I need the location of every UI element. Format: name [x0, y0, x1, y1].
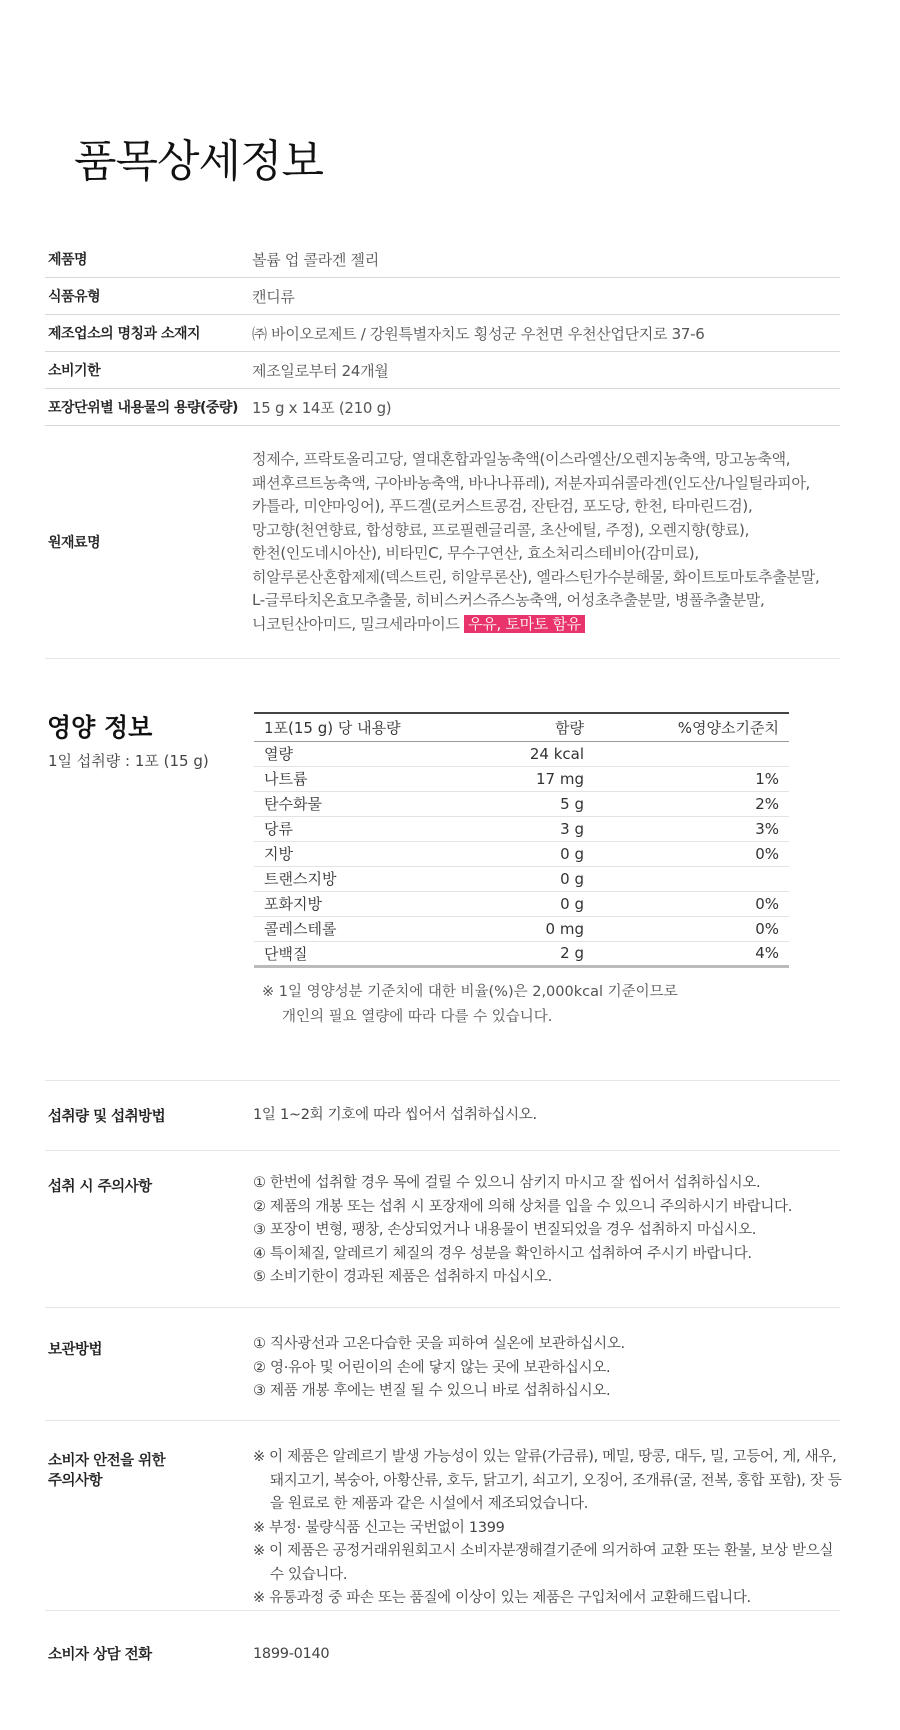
nutrition-row — [254, 766, 789, 791]
nutrient-name: 콜레스테롤 — [254, 916, 469, 941]
nutrition-title: 영양 정보 — [47, 713, 153, 742]
nutrient-name: 지방 — [254, 841, 469, 866]
nutrition-row — [254, 891, 789, 916]
info-key: 식품유형 — [48, 289, 101, 305]
ingredients-line: 니코틴산아미드, 밀크세라마이드 — [252, 614, 460, 633]
nutrient-name: 당류 — [254, 816, 469, 841]
safety-item: ※ 이 제품은 알레르기 발생 가능성이 있는 알류(가금류), 메밀, 땅콩, 대두, 밀, 고등어, 게, 새우, 돼지고기, 복숭아, 아황산류, 호두, 닭고기, 쇠고기, 오징어, 조개류(굴, 전복, 홍합 포함), 잣 등을 원료로 한 제품과 같은 시설에서 제조되었습니다. — [253, 1449, 842, 1512]
info-row-volume — [45, 389, 840, 426]
caution-item: ④ 특이체질, 알레르기 체질의 경우 성분을 확인하시고 섭취하여 주시기 바랍니다. — [253, 1245, 752, 1262]
ingredients-line: 한천(인도네시아산), 비타민C, 무수구연산, 효소처리스테비아(감미료), — [252, 544, 699, 562]
info-row-product-name — [45, 241, 840, 278]
info-key: 제조업소의 명칭과 소재지 — [48, 326, 201, 342]
section-key-line: 소비자 안전을 위한 — [48, 1453, 166, 1469]
nutrition-note-line: 개인의 필요 열량에 따라 다를 수 있습니다. — [282, 1009, 553, 1025]
nutrition-header: 1포(15 g) 당 내용량 — [254, 713, 469, 741]
nutrient-percent — [594, 866, 789, 891]
nutrient-percent: 0% — [594, 916, 789, 941]
nutrition-table — [254, 712, 789, 968]
nutrient-amount: 0 mg — [469, 916, 594, 941]
nutrition-row — [254, 791, 789, 816]
storage-item: ① 직사광선과 고온다습한 곳을 피하여 실온에 보관하십시오. — [253, 1336, 625, 1352]
safety-item: ※ 유통과정 중 파손 또는 품질에 이상이 있는 제품은 구입처에서 교환해드립니다. — [253, 1590, 751, 1606]
section-caution — [45, 1150, 840, 1307]
info-value: ㈜ 바이오로제트 / 강원특별자치도 횡성군 우천면 우천산업단지로 37-6 — [252, 324, 705, 343]
ingredients-line: 정제수, 프락토올리고당, 열대혼합과일농축액(이스라엘산/오렌지농축액, 망고농축액, — [252, 450, 791, 468]
nutrient-amount: 3 g — [469, 816, 594, 841]
ingredients-list — [252, 441, 840, 643]
product-info-table — [45, 241, 840, 659]
nutrition-row — [254, 916, 789, 941]
nutrient-name: 트랜스지방 — [254, 866, 469, 891]
nutrition-row — [254, 841, 789, 866]
info-row-expiry — [45, 352, 840, 389]
nutrient-percent: 4% — [594, 941, 789, 966]
info-value: 15 g x 14포 (210 g) — [252, 398, 392, 417]
info-key: 제품명 — [48, 252, 88, 268]
nutrient-percent: 1% — [594, 766, 789, 791]
nutrient-name: 나트륨 — [254, 766, 469, 791]
caution-item: ② 제품의 개봉 또는 섭취 시 포장재에 의해 상처를 입을 수 있으니 주의하시기 바랍니다. — [253, 1198, 793, 1215]
nutrient-amount: 5 g — [469, 791, 594, 816]
caution-list — [253, 1172, 792, 1290]
nutrition-serving: 1일 섭취량 : 1포 (15 g) — [48, 752, 209, 770]
nutrition-note-line: ※ 1일 영양성분 기준치에 대한 비율(%)은 2,000kcal 기준이므로 — [262, 984, 678, 1000]
phone-number: 1899-0140 — [253, 1646, 330, 1662]
caution-item: ⑤ 소비기한이 경과된 제품은 섭취하지 마십시오. — [253, 1269, 552, 1285]
nutrient-name: 단백질 — [254, 941, 469, 966]
info-key: 원재료명 — [48, 535, 101, 551]
nutrition-row — [254, 941, 789, 966]
nutrient-amount: 0 g — [469, 841, 594, 866]
info-row-food-type — [45, 278, 840, 315]
nutrient-percent: 0% — [594, 841, 789, 866]
nutrient-amount: 0 g — [469, 866, 594, 891]
nutrient-percent: 3% — [594, 816, 789, 841]
info-value: 제조일로부터 24개월 — [252, 361, 389, 380]
section-phone — [45, 1610, 840, 1690]
nutrition-header: %영양소기준치 — [594, 713, 789, 741]
page-title: 품목상세정보 — [74, 136, 324, 187]
nutrient-amount: 2 g — [469, 941, 594, 966]
ingredients-line: 카틀라, 미얀마잉어), 푸드겔(로커스트콩검, 잔탄검, 포도당, 한천, 타마린드검), — [252, 497, 753, 515]
info-value: 캔디류 — [252, 287, 295, 306]
caution-item: ③ 포장이 변형, 팽창, 손상되었거나 내용물이 변질되었을 경우 섭취하지 마십시오. — [253, 1222, 757, 1238]
nutrition-header: 함량 — [469, 713, 594, 741]
allergen-badge: 우유, 토마토 함유 — [464, 615, 585, 633]
section-key: 소비자 상담 전화 — [48, 1647, 152, 1663]
info-key: 소비기한 — [48, 363, 101, 379]
section-key-line: 주의사항 — [48, 1473, 103, 1489]
safety-item: ※ 부정· 불량식품 신고는 국번없이 1399 — [253, 1519, 505, 1536]
nutrition-row — [254, 741, 789, 766]
ingredients-line: 히알루론산혼합제제(덱스트린, 히알루론산), 엘라스틴가수분해물, 화이트토마토추출분말, — [252, 567, 820, 586]
safety-item: ※ 이 제품은 공정거래위원회고시 소비자분쟁해결기준에 의거하여 교환 또는 환불, 보상 받으실 수 있습니다. — [253, 1543, 834, 1583]
section-key: 섭취 시 주의사항 — [48, 1179, 152, 1195]
storage-item: ② 영·유아 및 어린이의 손에 닿지 않는 곳에 보관하십시오. — [253, 1359, 611, 1376]
nutrition-note — [262, 980, 678, 1030]
nutrient-percent: 0% — [594, 891, 789, 916]
ingredients-line: 망고향(천연향료, 합성향료, 프로필렌글리콜, 초산에틸, 주정), 오렌지향(향료), — [252, 520, 750, 539]
ingredients-line: 패션후르트농축액, 구아바농축액, 바나나퓨레), 저분자피쉬콜라겐(인도산/나일틸라피아, — [252, 473, 810, 492]
ingredients-line-last — [252, 613, 840, 637]
section-storage — [45, 1307, 840, 1420]
info-value: 볼륨 업 콜라겐 젤리 — [252, 250, 379, 269]
nutrient-amount: 24 kcal — [469, 741, 594, 766]
nutrient-percent — [594, 741, 789, 766]
section-key: 보관방법 — [48, 1342, 103, 1358]
info-row-manufacturer — [45, 315, 840, 352]
nutrition-row — [254, 816, 789, 841]
safety-list — [253, 1446, 848, 1611]
nutrient-name: 포화지방 — [254, 891, 469, 916]
info-row-ingredients — [45, 426, 840, 659]
nutrient-name: 탄수화물 — [254, 791, 469, 816]
storage-list — [253, 1333, 625, 1404]
section-key: 섭취량 및 섭취방법 — [48, 1109, 166, 1125]
nutrient-amount: 0 g — [469, 891, 594, 916]
ingredients-line: L-글루타치온효모추출물, 히비스커스쥬스농축액, 어성초추출분말, 병풀추출분말, — [252, 591, 765, 609]
caution-item: ① 한번에 섭취할 경우 목에 걸릴 수 있으니 삼키지 마시고 잘 씹어서 섭취하십시오. — [253, 1175, 761, 1191]
storage-item: ③ 제품 개봉 후에는 변질 될 수 있으니 바로 섭취하십시오. — [253, 1383, 611, 1399]
nutrient-name: 열량 — [254, 741, 469, 766]
nutrition-header-row — [254, 713, 789, 741]
nutrition-row — [254, 866, 789, 891]
section-intake — [45, 1080, 840, 1150]
info-key: 포장단위별 내용물의 용량(중량) — [48, 400, 238, 416]
section-safety — [45, 1420, 840, 1610]
nutrient-percent: 2% — [594, 791, 789, 816]
section-key — [48, 1451, 165, 1491]
section-value: 1일 1~2회 기호에 따라 씹어서 섭취하십시오. — [253, 1107, 537, 1123]
nutrient-amount: 17 mg — [469, 766, 594, 791]
